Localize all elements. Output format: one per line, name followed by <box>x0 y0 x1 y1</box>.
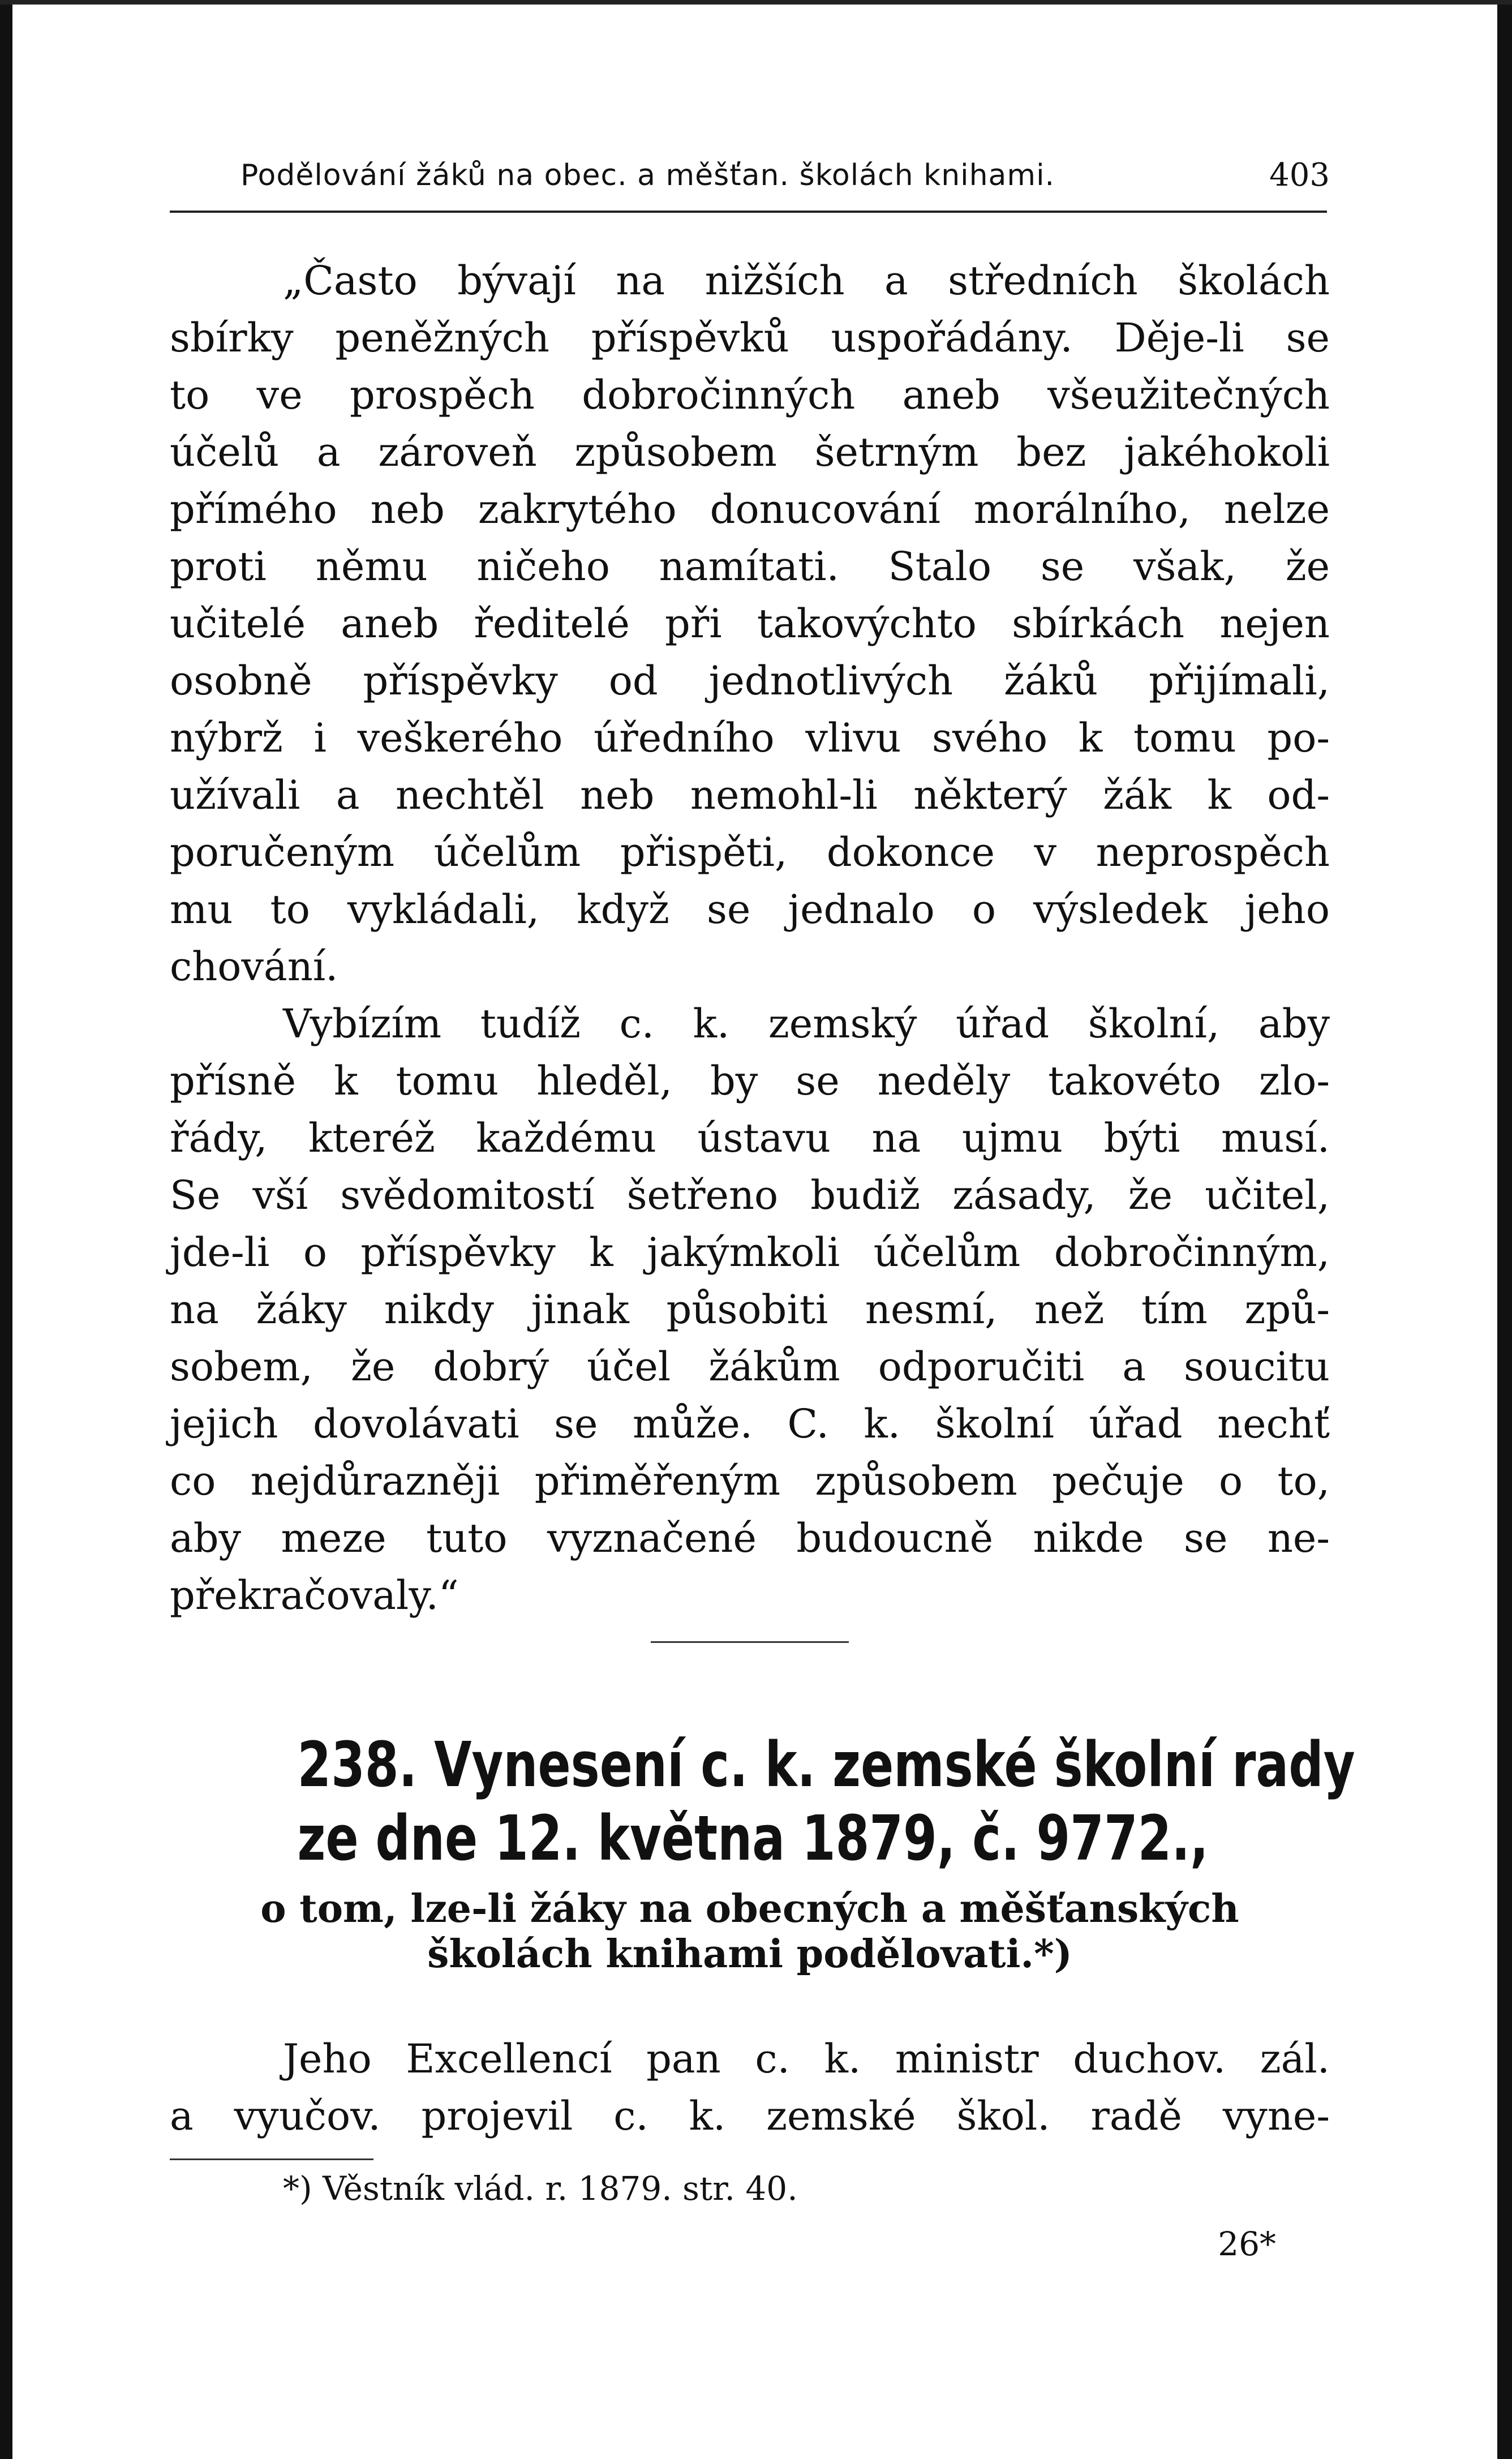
text-line: poručeným účelům přispěti, dokonce v neprospěch <box>170 829 1330 876</box>
text-line: užívali a nechtěl neb nemohl-li některý žák k od- <box>170 772 1330 818</box>
section-heading-line: ze dne 12. května 1879, č. 9772., <box>297 1802 1209 1874</box>
signature-mark: 26* <box>1218 2225 1276 2263</box>
text-line: proti němu ničeho namítati. Stalo se však, že <box>170 543 1330 590</box>
text-line: chování. <box>170 943 338 990</box>
text-line: řády, kteréž každému ústavu na ujmu býti musí. <box>170 1115 1330 1161</box>
text-line: Jeho Excellencí pan c. k. ministr duchov. zál. <box>283 2036 1330 2082</box>
footnote-rule <box>170 2158 373 2160</box>
text-line: sbírky peněžných příspěvků uspořádány. Děje-li se <box>170 315 1330 361</box>
header-rule <box>170 211 1327 213</box>
text-line: jejich dovolávati se může. C. k. školní úřad nechť <box>170 1401 1330 1447</box>
quoted-decree-text <box>170 252 1330 1624</box>
text-line: učitelé aneb ředitelé při takovýchto sbírkách nejen <box>170 600 1330 647</box>
book-page <box>170 153 1355 2267</box>
page-number: 403 <box>1269 157 1330 194</box>
text-line: přísně k tomu hleděl, by se neděly takovéto zlo- <box>170 1058 1330 1104</box>
section-subtitle <box>170 1886 1330 1977</box>
text-line: sobem, že dobrý účel žákům odporučiti a soucitu <box>170 1344 1330 1390</box>
text-line: Se vší svědomitostí šetřeno budiž zásady, že učitel, <box>170 1172 1330 1218</box>
text-line: „Často bývají na nižších a středních školách <box>283 258 1330 304</box>
footnote: *) Věstník vlád. r. 1879. str. 40. <box>283 2169 798 2208</box>
scan-border-right <box>1497 0 1512 2459</box>
scan-border-top <box>0 0 1512 5</box>
text-line: osobně příspěvky od jednotlivých žáků přijímali, <box>170 658 1330 704</box>
running-head <box>170 153 1330 198</box>
text-line: mu to vykládali, když se jednalo o výsledek jeho <box>170 886 1330 933</box>
section-heading <box>297 1728 1355 1875</box>
text-line: na žáky nikdy jinak působiti nesmí, než tím způ- <box>170 1286 1330 1333</box>
text-line: co nejdůrazněji přiměřeným způsobem pečuje o to, <box>170 1458 1330 1504</box>
text-line: nýbrž i veškerého úředního vlivu svého k tomu po- <box>170 715 1330 761</box>
section-body <box>170 2031 1330 2145</box>
scan-border-left <box>0 0 12 2459</box>
text-line: překračovaly.“ <box>170 1572 459 1619</box>
text-line: a vyučov. projevil c. k. zemské škol. radě vyne- <box>170 2093 1330 2139</box>
section-heading-line: 238. Vynesení c. k. zemské školní rady <box>297 1728 1355 1801</box>
section-divider <box>651 1641 849 1643</box>
running-head-title: Podělování žáků na obec. a měšťan. školách knihami. <box>240 158 1055 192</box>
text-line: jde-li o příspěvky k jakýmkoli účelům dobročinným, <box>170 1229 1330 1276</box>
section-subtitle-line: školách knihami podělovati.*) <box>427 1932 1072 1977</box>
text-line: Vybízím tudíž c. k. zemský úřad školní, aby <box>283 1001 1330 1047</box>
text-line: aby meze tuto vyznačené budoucně nikde se ne- <box>170 1515 1330 1561</box>
section-subtitle-line: o tom, lze-li žáky na obecných a měšťanských <box>260 1886 1239 1932</box>
text-line: přímého neb zakrytého donucování morálního, nelze <box>170 486 1330 533</box>
text-line: to ve prospěch dobročinných aneb všeužitečných <box>170 372 1330 418</box>
text-line: účelů a zároveň způsobem šetrným bez jakéhokoli <box>170 429 1330 475</box>
